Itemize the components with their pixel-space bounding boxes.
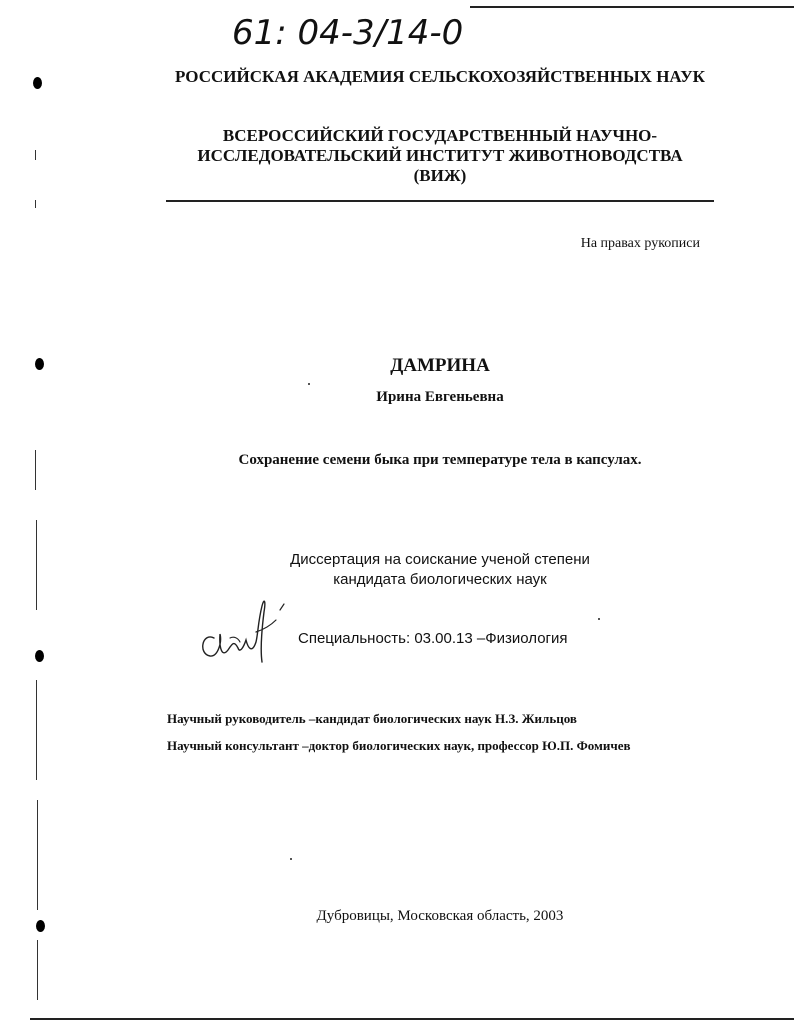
scan-artifact [37,800,38,910]
author-surname: ДАМРИНА [390,355,490,376]
punch-hole-mark [35,650,44,662]
archive-code-handwritten [228,0,488,62]
manuscript-rights-note: На правах рукописи [580,236,700,251]
scan-artifact [35,450,36,490]
header-divider [166,200,714,202]
punch-hole-mark [33,77,42,89]
degree-line-2: кандидата биологических наук [333,571,547,588]
scan-speck [290,858,292,860]
punch-hole-mark [35,358,44,370]
thesis-title: Сохранение семени быка при температуре тела в капсулах. [238,452,642,468]
punch-hole-mark [36,920,45,932]
scan-speck [308,383,310,385]
degree-line-1: Диссертация на соискание ученой степени [290,551,590,568]
archive-code-text: 61: 04-3/14-0 [232,13,464,53]
top-edge-line [470,6,794,8]
specialty: Специальность: 03.00.13 –Физиология [298,630,568,647]
author-given-names: Ирина Евгеньевна [376,389,504,405]
scan-artifact [37,940,38,1000]
institute-name [150,126,730,186]
institute-line-2: ИССЛЕДОВАТЕЛЬСКИЙ ИНСТИТУТ ЖИВОТНОВОДСТВА [197,146,683,165]
scan-artifact [36,680,37,780]
scan-speck [598,618,600,620]
scan-artifact [35,150,36,160]
scientific-consultant: Научный консультант –доктор биологических наук, профессор Ю.П. Фомичев [167,738,631,753]
scientific-supervisor: Научный руководитель –кандидат биологических наук Н.З. Жильцов [167,711,577,726]
scan-artifact [35,200,36,208]
place-and-year: Дубровицы, Московская область, 2003 [316,908,564,924]
bottom-edge-line [30,1018,794,1020]
scan-artifact [36,520,37,610]
institute-abbreviation: (ВИЖ) [413,166,467,185]
signature [192,592,292,672]
degree-statement [190,550,690,590]
institute-line-1: ВСЕРОССИЙСКИЙ ГОСУДАРСТВЕННЫЙ НАУЧНО- [222,126,658,145]
academy-name: РОССИЙСКАЯ АКАДЕМИЯ СЕЛЬСКОХОЗЯЙСТВЕННЫХ НАУК [174,67,705,86]
